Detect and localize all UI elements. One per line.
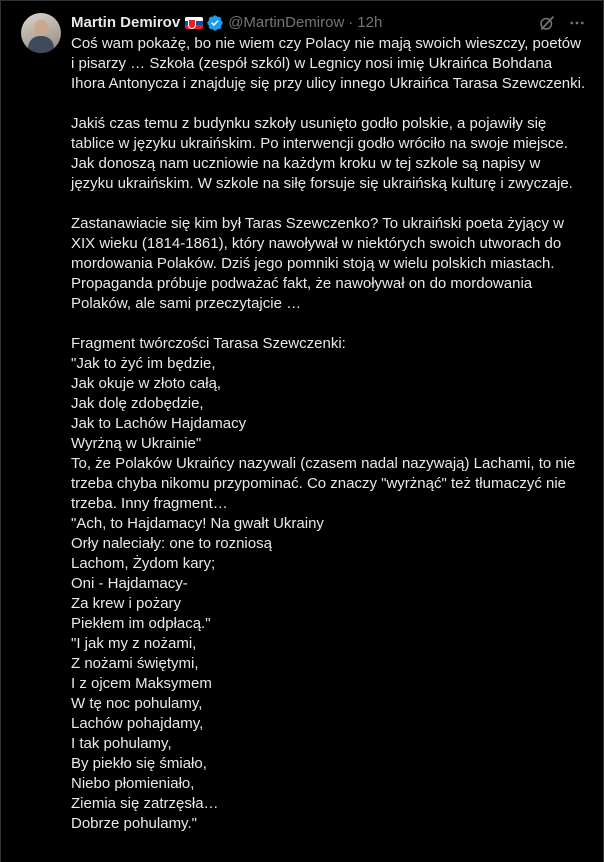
post-header: [71, 13, 587, 33]
avatar-head-shape: [34, 20, 48, 36]
author-display-name[interactable]: Martin Demirov: [71, 14, 181, 31]
author-handle[interactable]: @MartinDemirow: [228, 14, 345, 31]
slovakia-flag-icon: [185, 17, 203, 29]
post-paragraph-2: Jakiś czas temu z budynku szkoły usunięto godło polskie, a pojawiły się tablice w języku ukraińskim. Po interwencji godło wróciło na swoje miejsce. Jak donoszą nam uczniowie na każdym kroku w tej szkole są napisy w języku ukraińskim. W szkole na siłę forsuje się ukraińską kulturę i zwyczaje.: [71, 115, 573, 192]
avatar[interactable]: [21, 13, 61, 53]
grok-icon[interactable]: [537, 13, 557, 33]
post-paragraph-1: Coś wam pokażę, bo nie wiem czy Polacy nie mają swoich wieszczy, poetów i pisarzy … Szkoła (zespół szkól) w Legnicy nosi imię Ukraińca Bohdana Ihora Antonycza i znajduję się przy ulicy innego Ukraińca Tarasa Szewczenki.: [71, 35, 586, 92]
post-text: [71, 34, 587, 834]
post-content: [71, 13, 587, 862]
post-paragraph-4: Fragment twórczości Tarasa Szewczenki: "Jak to żyć im będzie, Jak okuje w złoto całą, Jak dolę zdobędzie, Jak to Lachów Hajdamacy Wyrżną w Ukrainie" To, że Polaków Ukraińcy nazywali (czasem nadal nazywają) Lachami, to nie trzeba chyba nikomu przypominać. Co znaczy "wyrżnąć" też tłumaczyć nie trzeba. Inny fragment… "Ach, to Hajdamacy! Na gwałt Ukrainy Orły naleciały: one to rozniosą Lachom, Żydom kary; Oni - Hajdamacy- Za krew i pożary Piekłem im odpłacą." "I jak my z nożami, Z nożami świętymi, I z ojcem Maksymem W tę noc pohulamy, Lachów pohajdamy, I tak pohulamy, By piekło się śmiało, Niebo płomieniało, Ziemia się zatrzęsła… Dobrze pohulamy.": [71, 335, 576, 832]
separator-dot: ·: [348, 14, 354, 31]
post-timestamp[interactable]: 12h: [357, 14, 383, 31]
post-paragraph-3: Zastanawiacie się kim był Taras Szewczenko? To ukraiński poeta żyjący w XIX wieku (1814-1861), który nawoływał w niektórych swoich utworach do mordowania Polaków. Dziś jego pomniki stoją w wielu polskich miastach. Propaganda próbuje podważać fakt, że nawoływał on do mordowania Polaków, ale sami przeczytajcie …: [71, 215, 569, 312]
avatar-body-shape: [28, 36, 54, 53]
avatar-column: [21, 13, 61, 862]
verified-badge-icon[interactable]: [206, 14, 224, 32]
more-options-icon[interactable]: [567, 13, 587, 33]
